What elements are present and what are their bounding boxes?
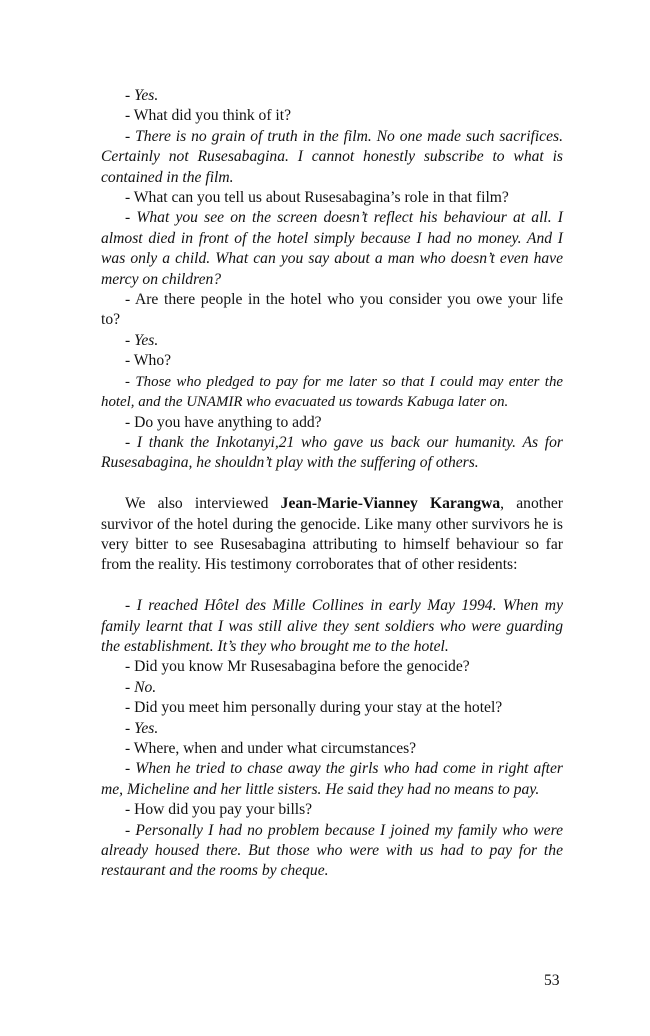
question-paragraph: - What did you think of it? xyxy=(125,107,292,125)
question-paragraph: - Where, when and under what circumstances? xyxy=(125,739,417,757)
paragraph-spacer xyxy=(101,474,563,494)
answer-paragraph: - Personally I had no problem because I joined my family who were already housed there. But those who were with us had to pay for the restaurant and the rooms by cheque. xyxy=(101,821,563,880)
answer-paragraph: - Yes. xyxy=(125,719,159,737)
paragraph-spacer xyxy=(101,576,563,596)
intro-paragraph xyxy=(101,494,563,576)
question-paragraph: - Did you know Mr Rusesabagina before the genocide? xyxy=(125,658,470,676)
answer-paragraph: - There is no grain of truth in the film. No one made such sacrifices. Certainly not Rusesabagina. I cannot honestly subscribe to what is contained in the film. xyxy=(101,127,563,186)
intro-text-after: , another survivor of the hotel during the genocide. Like many other survivors he is very bitter to see Rusesabagina attributing to himself behaviour so far from the reality. His testimony corroborates that of other residents: xyxy=(101,495,563,574)
answer-paragraph: - Yes. xyxy=(125,87,159,104)
answer-paragraph: - Those who pledged to pay for me later so that I could may enter the hotel, and the UNAMIR who evacuated us towards Kabuga later on. xyxy=(101,373,563,411)
answer-paragraph: - What you see on the screen doesn’t reflect his behaviour at all. I almost died in front of the hotel simply because I had no money. And I was only a child. What can you say about a man who doesn’t even have mercy on children? xyxy=(101,209,563,288)
interviewee-name: Jean-Marie-Vianney Karangwa xyxy=(280,495,501,513)
answer-paragraph: - No. xyxy=(125,678,157,696)
question-paragraph: - What can you tell us about Rusesabagina’s role in that film? xyxy=(125,189,509,207)
page-number: 53 xyxy=(544,972,560,989)
answer-paragraph: - I reached Hôtel des Mille Collines in early May 1994. When my family learnt that I was still alive they sent soldiers who were guarding the establishment. It’s they who brought me to the hotel. xyxy=(101,597,563,655)
question-paragraph: - How did you pay your bills? xyxy=(125,801,313,819)
page-body xyxy=(101,86,563,882)
answer-paragraph: - When he tried to chase away the girls who had come in right after me, Micheline and her little sisters. He said they had no means to pay. xyxy=(101,760,563,798)
question-paragraph: - Do you have anything to add? xyxy=(125,413,322,431)
intro-text-before: We also interviewed xyxy=(125,495,281,513)
question-paragraph: - Did you meet him personally during your stay at the hotel? xyxy=(125,699,503,717)
question-paragraph: - Are there people in the hotel who you consider you owe your life to? xyxy=(101,291,563,329)
answer-paragraph: - Yes. xyxy=(125,331,159,349)
answer-paragraph: - I thank the Inkotanyi,21 who gave us back our humanity. As for Rusesabagina, he shouldn’t play with the suffering of others. xyxy=(101,433,563,472)
question-paragraph: - Who? xyxy=(125,352,172,370)
